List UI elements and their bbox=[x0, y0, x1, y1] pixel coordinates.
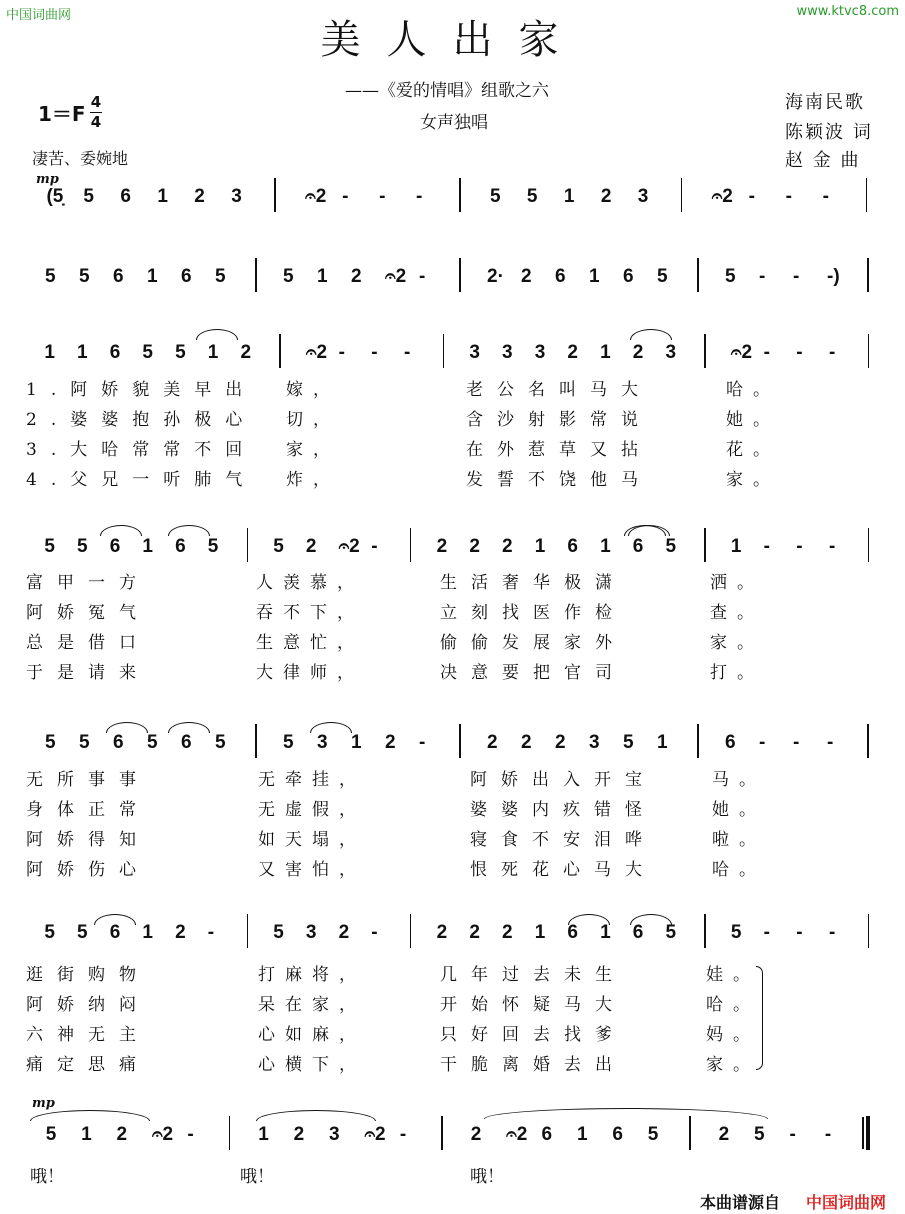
note: (5̣ bbox=[46, 186, 64, 207]
barline bbox=[443, 334, 445, 368]
note: 5 bbox=[725, 266, 736, 287]
note: - bbox=[371, 536, 378, 557]
barline bbox=[274, 178, 276, 212]
note: 2 bbox=[502, 922, 513, 943]
note: 1 bbox=[207, 342, 219, 363]
lyric-segment: 无虚假， bbox=[258, 800, 366, 820]
lyric-segment: 家。 bbox=[710, 633, 764, 653]
barline bbox=[868, 528, 870, 562]
slur bbox=[568, 914, 610, 925]
coda-lyric: 哦！ bbox=[470, 1167, 504, 1187]
note: 1 bbox=[600, 342, 611, 363]
note: 6 bbox=[113, 732, 124, 753]
lyric-segment: 如天塌， bbox=[258, 830, 366, 850]
note: 2· bbox=[487, 266, 504, 287]
note: 1 bbox=[44, 342, 55, 363]
watermark-left: 中国词曲网 bbox=[6, 8, 72, 23]
note: 2 bbox=[351, 266, 362, 287]
barline bbox=[247, 528, 249, 562]
barline bbox=[868, 914, 870, 948]
note: 3 bbox=[665, 342, 677, 363]
slur bbox=[196, 329, 238, 340]
note: 2 bbox=[469, 922, 480, 943]
note: - bbox=[828, 922, 836, 943]
barline bbox=[704, 334, 706, 368]
lyric-segment: 阿娇纳闷 bbox=[26, 995, 150, 1015]
note: 5 bbox=[83, 186, 94, 207]
note: 3 bbox=[502, 342, 513, 363]
barline bbox=[410, 528, 412, 562]
lyric-segment: 立刻找医作检 bbox=[440, 603, 626, 623]
note: 5 bbox=[45, 1124, 57, 1145]
note: 6 bbox=[541, 1124, 553, 1145]
barline bbox=[247, 914, 249, 948]
lyric-segment: 恨死花心马大 bbox=[470, 860, 656, 880]
note: 3 bbox=[637, 186, 649, 207]
note: 6 bbox=[109, 922, 121, 943]
note: 2 bbox=[175, 922, 186, 943]
note: - bbox=[759, 732, 766, 753]
lyric-segment: 查。 bbox=[710, 603, 764, 623]
note: 6 bbox=[725, 732, 736, 753]
lyric-segment: 人羡慕， bbox=[256, 573, 364, 593]
note: 6 bbox=[109, 536, 121, 557]
note: - bbox=[748, 186, 755, 207]
note: 𝄐2 bbox=[385, 266, 407, 287]
note: 6 bbox=[181, 266, 192, 287]
slur bbox=[310, 722, 352, 733]
lyric-segment: 总是借口 bbox=[26, 633, 150, 653]
lyric-segment: 生意忙， bbox=[256, 633, 364, 653]
note: 1 bbox=[142, 536, 153, 557]
note: 5 bbox=[175, 342, 186, 363]
footer-label: 本曲谱源自 bbox=[700, 1193, 781, 1212]
dynamic-mark-coda: mp bbox=[32, 1096, 55, 1111]
slur bbox=[94, 914, 136, 925]
note: 5 bbox=[657, 266, 668, 287]
note: 5 bbox=[44, 922, 55, 943]
note: 2 bbox=[305, 536, 317, 557]
note: 2 bbox=[555, 732, 566, 753]
lyric-segment: 在外惹草又拈 bbox=[466, 440, 652, 460]
note: 2 bbox=[385, 732, 396, 753]
note: 5 bbox=[79, 732, 90, 753]
lyric-segment: 阿娇得知 bbox=[26, 830, 150, 850]
note: - bbox=[759, 266, 766, 287]
note: 6 bbox=[632, 922, 644, 943]
final-barline bbox=[866, 1116, 870, 1150]
lyric-segment: 生活奢华极潇 bbox=[440, 573, 626, 593]
lyric-segment: 切， bbox=[286, 410, 340, 430]
note: - bbox=[416, 186, 423, 207]
barline bbox=[689, 1116, 691, 1150]
note: 5 bbox=[283, 732, 294, 753]
note: 5 bbox=[526, 186, 538, 207]
note: 6 bbox=[109, 342, 121, 363]
lyric-segment: 逛街购物 bbox=[26, 965, 150, 985]
note: 5 bbox=[215, 732, 226, 753]
lyric-segment: 开始怀疑马大 bbox=[440, 995, 626, 1015]
barline bbox=[704, 914, 706, 948]
barline bbox=[459, 724, 461, 758]
lyric-segment: 发誓不饶他马 bbox=[466, 470, 652, 490]
note: 6 bbox=[555, 266, 566, 287]
note: 5 bbox=[44, 536, 55, 557]
note: 1 bbox=[157, 186, 168, 207]
lyric-segment: 4.父兄一听肺气 bbox=[26, 470, 257, 490]
note: 5 bbox=[273, 922, 284, 943]
lyric-segment: 她。 bbox=[712, 800, 766, 820]
note: 5 bbox=[754, 1124, 765, 1145]
note: - bbox=[342, 186, 349, 207]
note: 3 bbox=[469, 342, 480, 363]
barline bbox=[459, 178, 461, 212]
note: 1 bbox=[534, 536, 546, 557]
lyric-segment: 又害怕， bbox=[258, 860, 366, 880]
lyric-segment: 老公名叫马大 bbox=[466, 380, 652, 400]
barline bbox=[681, 178, 683, 212]
note: 3 bbox=[317, 732, 328, 753]
lyric-segment: 于是请来 bbox=[26, 663, 150, 683]
slur bbox=[256, 1110, 376, 1121]
note: 3 bbox=[329, 1124, 340, 1145]
note: 3 bbox=[231, 186, 242, 207]
note: 6 bbox=[623, 266, 634, 287]
slur bbox=[630, 914, 672, 925]
barline bbox=[868, 334, 870, 368]
note: 6 bbox=[632, 536, 644, 557]
note: 2 bbox=[194, 186, 205, 207]
note: 𝄐2 bbox=[151, 1124, 174, 1145]
note: 5 bbox=[147, 732, 158, 753]
lyric-segment: 打麻将， bbox=[258, 965, 366, 985]
dynamic-mark: mp bbox=[36, 172, 59, 187]
coda-lyric: 哦！ bbox=[240, 1167, 274, 1187]
lyric-segment: 无所事事 bbox=[26, 770, 150, 790]
performance-type: 女声独唱 bbox=[420, 113, 488, 133]
note: 1 bbox=[534, 922, 546, 943]
note: - bbox=[371, 922, 378, 943]
verse-brace bbox=[756, 966, 763, 1070]
song-title: 美人出家 bbox=[320, 17, 585, 63]
slur bbox=[106, 722, 148, 733]
note: - bbox=[419, 732, 426, 753]
note: 5 bbox=[665, 536, 677, 557]
note: 1 bbox=[81, 1124, 92, 1145]
barline bbox=[697, 724, 699, 758]
note: - bbox=[796, 922, 803, 943]
lyric-segment: 寝食不安泪哗 bbox=[470, 830, 656, 850]
note: 5 bbox=[283, 266, 294, 287]
slur bbox=[100, 525, 142, 536]
note: - bbox=[824, 1124, 832, 1145]
subtitle: ——《爱的情唱》组歌之六 bbox=[345, 81, 549, 101]
lyric-segment: 阿娇出入开宝 bbox=[470, 770, 656, 790]
lyric-segment: 含沙射影常说 bbox=[466, 410, 652, 430]
barline bbox=[255, 724, 257, 758]
lyric-segment: 哈。 bbox=[726, 380, 780, 400]
note: 1 bbox=[258, 1124, 269, 1145]
slur bbox=[30, 1110, 150, 1121]
tempo-mood: 凄苦、委婉地 bbox=[32, 149, 129, 168]
slur bbox=[168, 525, 210, 536]
note: 5 bbox=[79, 266, 90, 287]
note: - bbox=[763, 536, 770, 557]
note: - bbox=[827, 732, 834, 753]
key-signature: 1＝F bbox=[38, 102, 86, 126]
note: 6 bbox=[567, 922, 578, 943]
lyric-segment: 婆婆内疚错怪 bbox=[470, 800, 656, 820]
lyric-segment: 炸， bbox=[286, 470, 340, 490]
note: 5 bbox=[45, 266, 56, 287]
note: 5 bbox=[45, 732, 56, 753]
barline bbox=[867, 724, 869, 758]
note: - bbox=[763, 922, 770, 943]
note: 2 bbox=[567, 342, 578, 363]
note: 𝄐2 bbox=[338, 536, 360, 557]
note: 1 bbox=[142, 922, 153, 943]
note: 5 bbox=[142, 342, 153, 363]
note: 𝄐2 bbox=[730, 342, 753, 363]
note: 2 bbox=[469, 536, 480, 557]
lyric-segment: 嫁， bbox=[286, 380, 340, 400]
lyric-segment: 1.阿娇貌美早出 bbox=[26, 380, 257, 400]
note: 𝄐2 bbox=[305, 186, 327, 207]
note: - bbox=[796, 342, 803, 363]
lyric-segment: 哈。 bbox=[712, 860, 766, 880]
note: 2 bbox=[470, 1124, 482, 1145]
note: 5 bbox=[215, 266, 226, 287]
barline bbox=[459, 258, 461, 292]
note: 6 bbox=[567, 536, 578, 557]
time-sig-top: 4 bbox=[90, 93, 102, 111]
note: 2 bbox=[502, 536, 513, 557]
note: 5 bbox=[647, 1124, 659, 1145]
lyric-segment: 身体正常 bbox=[26, 800, 150, 820]
note: 1 bbox=[576, 1124, 588, 1145]
lyric-segment: 花。 bbox=[726, 440, 780, 460]
note: -) bbox=[827, 266, 840, 287]
note: - bbox=[785, 186, 792, 207]
note: - bbox=[793, 732, 800, 753]
lyric-segment: 啦。 bbox=[712, 830, 766, 850]
slur bbox=[168, 722, 210, 733]
note: 𝄐2 bbox=[506, 1124, 528, 1145]
note: 2 bbox=[521, 266, 532, 287]
lyric-segment: 家。 bbox=[706, 1055, 760, 1075]
note: 3 bbox=[305, 922, 317, 943]
lyric-segment: 洒。 bbox=[710, 573, 764, 593]
slur bbox=[484, 1108, 768, 1119]
note: 5 bbox=[665, 922, 677, 943]
lyric-segment: 大律师， bbox=[256, 663, 364, 683]
note: - bbox=[763, 342, 770, 363]
credit-origin: 海南民歌 bbox=[785, 92, 865, 113]
coda-lyric: 哦！ bbox=[30, 1167, 64, 1187]
lyric-segment: 无牵挂， bbox=[258, 770, 366, 790]
barline bbox=[866, 178, 868, 212]
note: - bbox=[399, 1124, 407, 1145]
note: 1 bbox=[589, 266, 600, 287]
time-signature bbox=[90, 94, 102, 131]
lyric-segment: 娃。 bbox=[706, 965, 760, 985]
lyric-segment: 家。 bbox=[726, 470, 780, 490]
note: 𝄐2 bbox=[305, 342, 328, 363]
note: 1 bbox=[563, 186, 575, 207]
lyric-segment: 六神无主 bbox=[26, 1025, 150, 1045]
note: 5 bbox=[273, 536, 284, 557]
note: 1 bbox=[730, 536, 742, 557]
note: 1 bbox=[317, 266, 328, 287]
barline bbox=[410, 914, 412, 948]
note: 1 bbox=[600, 922, 611, 943]
lyric-segment: 吞不下， bbox=[256, 603, 364, 623]
lyric-segment: 痛定思痛 bbox=[26, 1055, 150, 1075]
lyric-segment: 只好回去找爹 bbox=[440, 1025, 626, 1045]
note: 2 bbox=[436, 536, 448, 557]
lyric-segment: 3.大哈常常不回 bbox=[26, 440, 257, 460]
credit-composer: 赵 金 曲 bbox=[785, 150, 861, 171]
note: - bbox=[822, 186, 829, 207]
lyric-segment: 打。 bbox=[710, 663, 764, 683]
slur bbox=[630, 329, 672, 340]
barline bbox=[867, 258, 869, 292]
lyric-segment: 阿娇冤气 bbox=[26, 603, 150, 623]
note: 1 bbox=[77, 342, 88, 363]
note: 5 bbox=[77, 536, 88, 557]
note: 1 bbox=[600, 536, 611, 557]
note: 6 bbox=[120, 186, 131, 207]
note: 2 bbox=[718, 1124, 730, 1145]
note: 2 bbox=[521, 732, 532, 753]
barline bbox=[697, 258, 699, 292]
note: 6 bbox=[612, 1124, 623, 1145]
note: 1 bbox=[147, 266, 158, 287]
note: 3 bbox=[589, 732, 600, 753]
footer-site: 中国词曲网 bbox=[806, 1193, 887, 1212]
lyric-segment: 干脆离婚去出 bbox=[440, 1055, 626, 1075]
note: 1 bbox=[351, 732, 362, 753]
barline bbox=[441, 1116, 443, 1150]
barline bbox=[279, 334, 281, 368]
note: 5 bbox=[623, 732, 634, 753]
lyric-segment: 哈。 bbox=[706, 995, 760, 1015]
note: - bbox=[796, 536, 803, 557]
note: 5 bbox=[489, 186, 501, 207]
note: 6 bbox=[175, 536, 186, 557]
note: - bbox=[403, 342, 411, 363]
note: - bbox=[828, 536, 836, 557]
lyric-segment: 妈。 bbox=[706, 1025, 760, 1045]
note: 2 bbox=[436, 922, 448, 943]
note: 5 bbox=[207, 536, 219, 557]
note: - bbox=[793, 266, 800, 287]
watermark-right: www.ktvc8.com bbox=[796, 4, 899, 19]
note: - bbox=[789, 1124, 796, 1145]
barline bbox=[704, 528, 706, 562]
note: 2 bbox=[487, 732, 498, 753]
lyric-segment: 阿娇伤心 bbox=[26, 860, 150, 880]
lyric-segment: 富甲一方 bbox=[26, 573, 150, 593]
note: 2 bbox=[338, 922, 350, 943]
lyric-segment: 2.婆婆抱孙极心 bbox=[26, 410, 257, 430]
credit-lyricist: 陈颖波 词 bbox=[785, 122, 873, 143]
note: 2 bbox=[293, 1124, 305, 1145]
note: - bbox=[379, 186, 386, 207]
lyric-segment: 家， bbox=[286, 440, 340, 460]
note: - bbox=[419, 266, 426, 287]
note: 2 bbox=[240, 342, 252, 363]
lyric-segment: 心横下， bbox=[258, 1055, 366, 1075]
note: - bbox=[207, 922, 215, 943]
lyric-segment: 决意要把官司 bbox=[440, 663, 626, 683]
note: 2 bbox=[632, 342, 644, 363]
time-sig-bottom: 4 bbox=[90, 113, 102, 131]
lyric-segment: 偷偷发展家外 bbox=[440, 633, 626, 653]
barline bbox=[255, 258, 257, 292]
note: - bbox=[371, 342, 378, 363]
note: 6 bbox=[113, 266, 124, 287]
lyric-segment: 马。 bbox=[712, 770, 766, 790]
note: 3 bbox=[534, 342, 546, 363]
note: 5 bbox=[730, 922, 742, 943]
note: 1 bbox=[657, 732, 668, 753]
barline bbox=[229, 1116, 231, 1150]
note: 𝄐2 bbox=[711, 186, 733, 207]
lyric-segment: 几年过去未生 bbox=[440, 965, 626, 985]
note: 𝄐2 bbox=[364, 1124, 386, 1145]
lyric-segment: 她。 bbox=[726, 410, 780, 430]
note: - bbox=[187, 1124, 194, 1145]
note: 6 bbox=[181, 732, 192, 753]
note: - bbox=[828, 342, 836, 363]
note: 5 bbox=[77, 922, 88, 943]
note: - bbox=[338, 342, 345, 363]
note: 2 bbox=[600, 186, 612, 207]
note: 2 bbox=[116, 1124, 128, 1145]
lyric-segment: 呆在家， bbox=[258, 995, 366, 1015]
lyric-segment: 心如麻， bbox=[258, 1025, 366, 1045]
